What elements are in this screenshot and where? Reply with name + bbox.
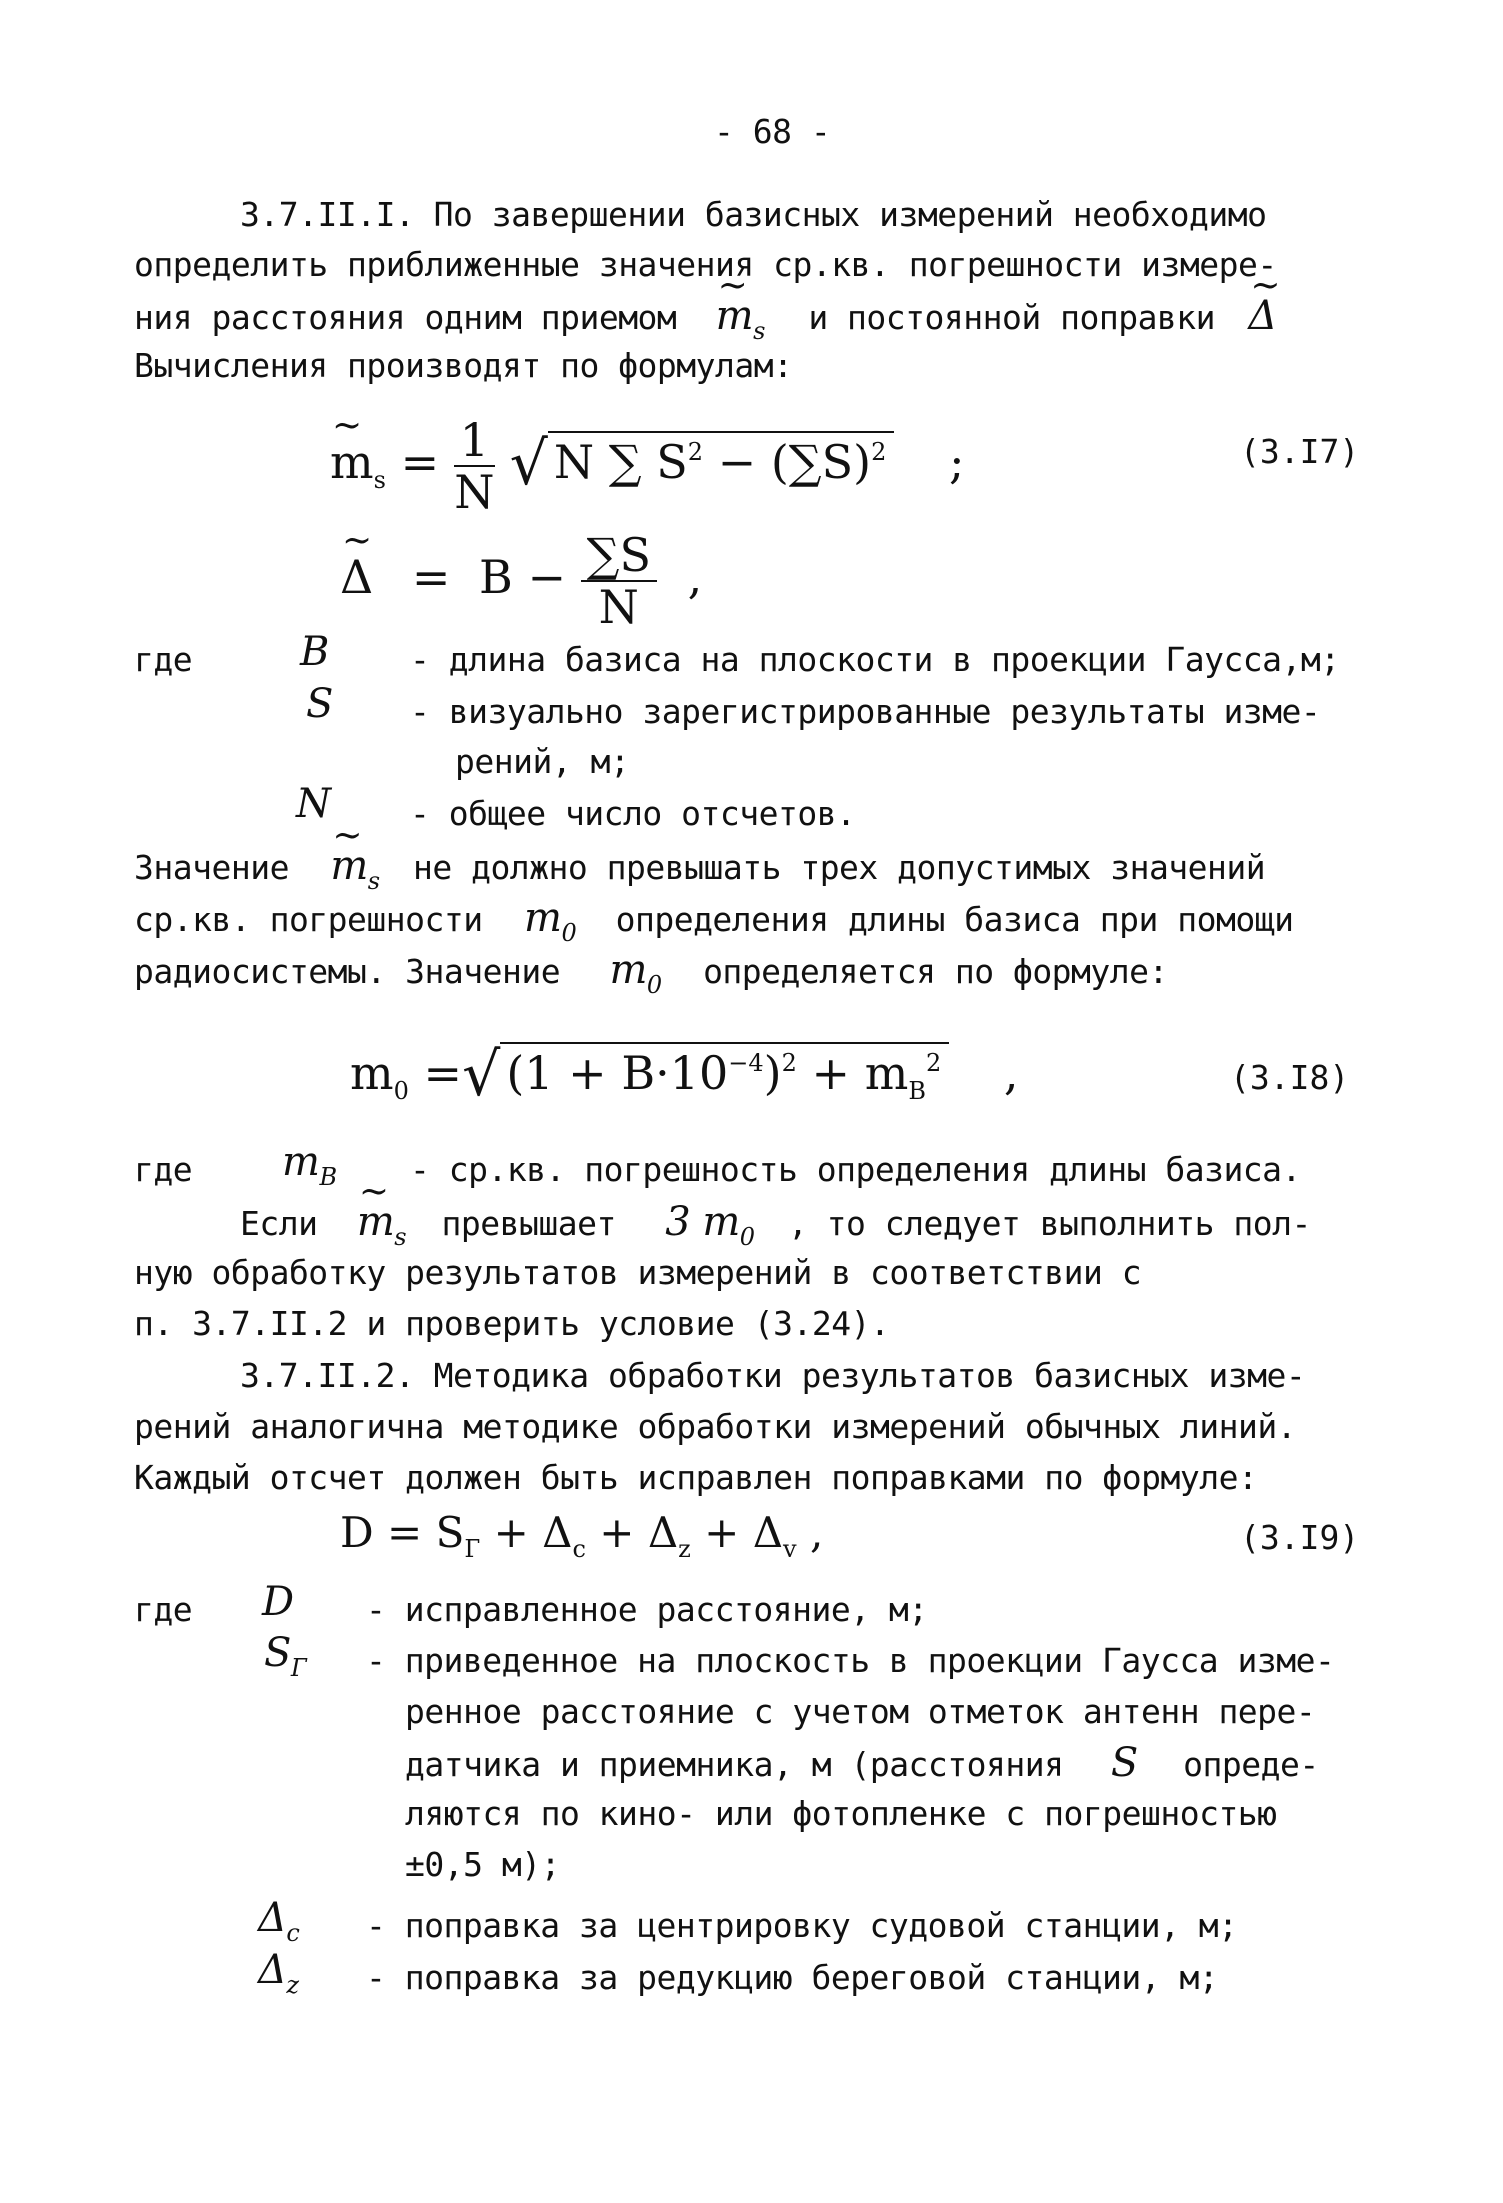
eq18-equals: = [423, 1046, 463, 1100]
where3-text-sg-3: датчика и приемника, м (расстояния S опреде- [405, 1740, 1319, 1786]
symbol-3m0: 3 $m_0$ [665, 1199, 755, 1251]
where2-text: - ср.кв. погрешность определения длины базиса. [410, 1150, 1301, 1189]
formula-3-18 [350, 1040, 1018, 1110]
eq18-lhs: $m_0$ [350, 1046, 409, 1105]
p2-line-3: радиосистемы. Значение $m_0$ определяется по формуле: [134, 947, 1168, 999]
eq-delta-lhs: ~ Δ [340, 550, 373, 604]
eq18-number: (3.I8) [1230, 1058, 1350, 1097]
symbol-ms-tilde: ~ $m_s$ [716, 296, 765, 351]
where1-text-s-cont: рений, м; [455, 742, 630, 781]
p3-line-2: ную обработку результатов измерений в соответствии с [134, 1253, 1142, 1292]
where1-text-s: - визуально зарегистрированные результаты изме- [410, 692, 1321, 731]
symbol-delta-tilde: ~ Δ [1248, 296, 1276, 336]
formula-delta [340, 530, 702, 632]
eq17-lhs: ~ $m_s$ [330, 435, 386, 494]
p3-line-3: п. 3.7.II.2 и проверить условие (3.24). [134, 1304, 890, 1343]
eq-delta-comma: , [687, 550, 703, 604]
p4-line-2: рений аналогична методике обработки измерений обычных линий. [134, 1407, 1297, 1446]
p1-line-1: 3.7.II.I. По завершении базисных измерений необходимо [240, 195, 1267, 234]
where2-sym-mb: $m_B$ [282, 1139, 337, 1191]
eq-delta-equals: = [411, 550, 451, 604]
symbol-ms-tilde-2: ~ $m_s$ [330, 846, 379, 901]
p1-line-3-text-2: и постоянной поправки [808, 298, 1216, 337]
p1-line-3 [134, 293, 1277, 351]
where3-text-d: - исправленное расстояние, м; [366, 1590, 928, 1629]
p4-line-1: 3.7.II.2. Методика обработки результатов базисных изме- [240, 1356, 1306, 1395]
where3-sym-sg: $S_Г$ [264, 1630, 307, 1682]
p1-line-3-text: ния расстояния одним приемом [134, 298, 677, 337]
eq17-equals: = [400, 435, 440, 489]
formula-3-17 [330, 415, 964, 517]
eq-delta-b: B − [479, 550, 566, 604]
where1-sym-b: B [300, 629, 329, 675]
symbol-m0: $m_0$ [524, 895, 577, 947]
formula-3-19: $D = S_Г + \Delta_c + \Delta_z + \Delta_v$ , [340, 1508, 824, 1563]
where3-sym-d: D [262, 1579, 294, 1625]
eq17-fraction: $\frac{1}{N}$ [454, 413, 495, 519]
p4-line-3: Каждый отсчет должен быть исправлен поправками по формуле: [134, 1458, 1258, 1497]
where1-sym-s: S [306, 681, 333, 727]
radical-sign-icon: √ [509, 429, 548, 499]
where2-label: где [134, 1150, 193, 1189]
p1-line-2: определить приближенные значения ср.кв. погрешности измере- [134, 245, 1277, 284]
where1-sym-n: N [296, 781, 331, 827]
where3-sym-dc: $\Delta_c$ [258, 1895, 300, 1947]
symbol-m0-2: $m_0$ [609, 947, 662, 999]
where3-text-sg-5: ±0,5 м); [405, 1845, 560, 1884]
where3-sym-dz: $\Delta_z$ [258, 1947, 299, 1999]
where1-label: где [134, 640, 193, 679]
where1-text-b: - длина базиса на плоскости в проекции Гаусса,м; [410, 640, 1340, 679]
eq18-comma: , [1003, 1046, 1019, 1100]
where3-text-dz: - поправка за редукцию береговой станции, м; [366, 1958, 1219, 1997]
eq-delta-fraction: $\frac{\sum S}{N}$ [581, 530, 657, 632]
eq17-radicand: N ∑ $S^2 - (\sum S)^2$ [548, 431, 894, 489]
where3-text-sg-4: ляются по кино- или фотопленке с погрешностью [405, 1794, 1277, 1833]
eq17-semicolon: ; [948, 435, 965, 489]
symbol-ms-tilde-3: ~ $m_s$ [357, 1202, 406, 1257]
where1-text-n: - общее число отсчетов. [410, 794, 856, 833]
where3-label: где [134, 1590, 193, 1629]
where3-inline-s: S [1110, 1740, 1138, 1786]
p1-line-4: Вычисления производят по формулам: [134, 346, 793, 385]
where3-text-dc: - поправка за центрировку судовой станции, м; [366, 1906, 1238, 1945]
where3-text-sg-2: ренное расстояние с учетом отметок антенн пере- [405, 1692, 1316, 1731]
p2-line-2: ср.кв. погрешности $m_0$ определения длины базиса при помощи [134, 895, 1294, 947]
p3-line-1: Если ~ $m_s$ превышает 3 $m_0$ , то следует выполнить пол- [240, 1202, 1311, 1257]
radical-sign-icon-2: √ [462, 1040, 501, 1110]
eq17-number: (3.I7) [1240, 432, 1360, 471]
page-number: - 68 - [714, 112, 831, 151]
where3-text-sg: - приведенное на плоскость в проекции Гаусса изме- [366, 1641, 1335, 1680]
eq18-radicand: $(1 + B\cdot 10^{-4})^2 + m_B^2$ [500, 1042, 949, 1105]
eq19-number: (3.I9) [1240, 1518, 1360, 1557]
p2-line-1: Значение ~ $m_s$ не должно превышать трех допустимых значений [134, 846, 1265, 901]
